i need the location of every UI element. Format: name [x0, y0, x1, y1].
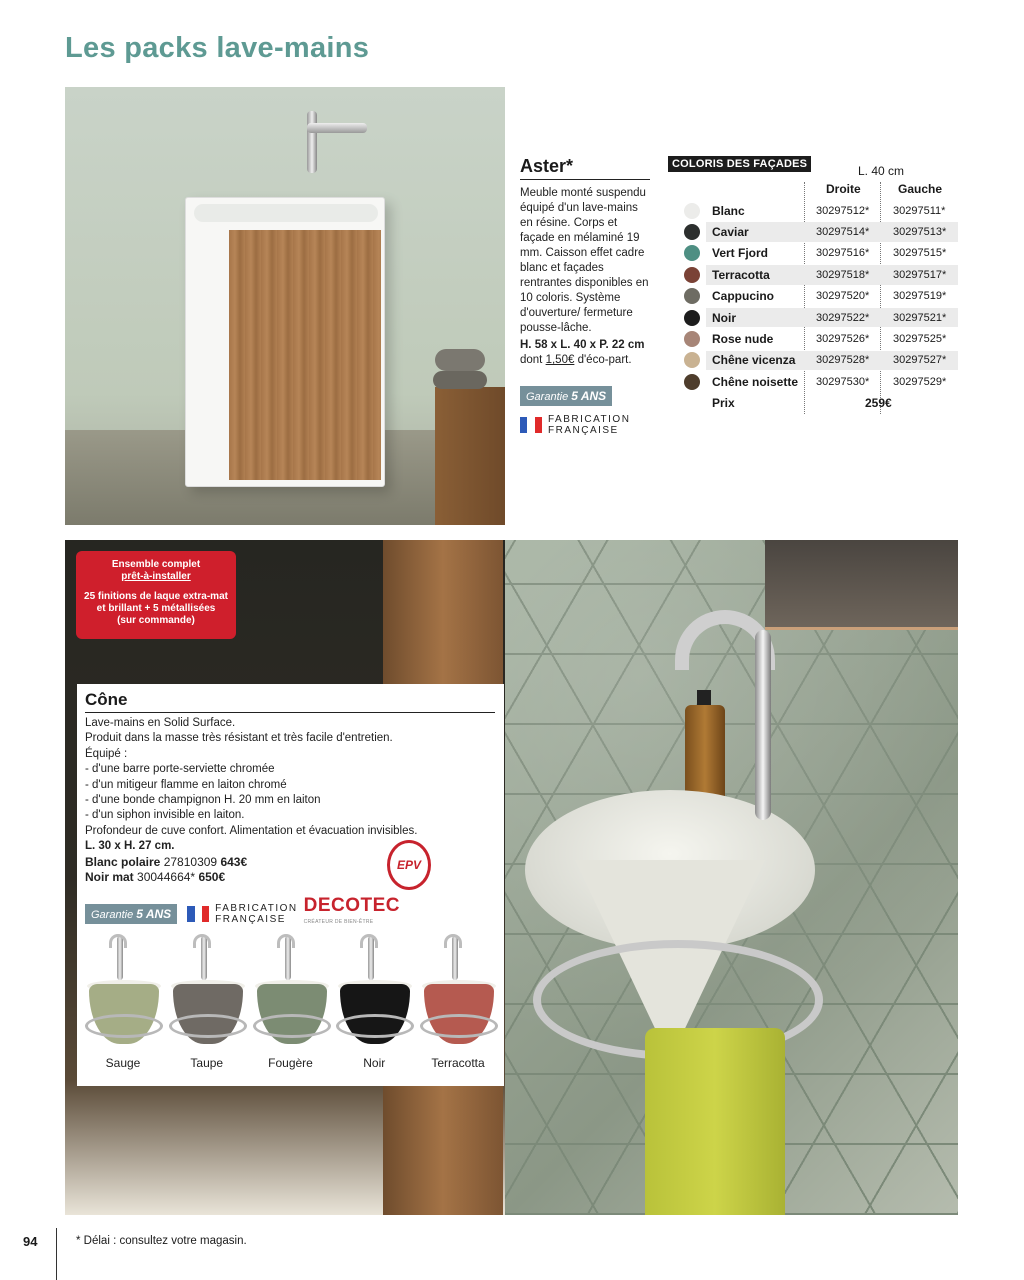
aster-cabinet: [185, 197, 385, 487]
page-number: 94: [23, 1234, 38, 1249]
description-line: - d'une bonde champignon H. 20 mm en laiton: [85, 794, 321, 807]
table-row: [668, 328, 958, 349]
table-row: [668, 371, 958, 392]
price-line: [85, 855, 495, 870]
price-label: Blanc polaire: [85, 854, 161, 869]
color-swatch: [684, 267, 700, 283]
coloris-rows: [668, 200, 958, 414]
row-name: Blanc: [712, 203, 745, 218]
color-swatch: [684, 245, 700, 261]
ref-droite: 30297514*: [816, 226, 870, 239]
aster-basin: [194, 204, 378, 222]
description-line: - d'un mitigeur flamme en laiton chromé: [85, 778, 287, 791]
cone-badges: [85, 895, 401, 930]
ref-gauche: 30297525*: [893, 333, 947, 346]
table-row: [668, 286, 958, 307]
cone-variants: [83, 932, 498, 1082]
table-row: [668, 264, 958, 285]
description-line: Profondeur de cuve confort. Alimentation et évacuation invisibles.: [85, 824, 418, 837]
ref-droite: 30297528*: [816, 354, 870, 367]
table-row: [668, 350, 958, 371]
color-swatch: [684, 374, 700, 390]
row-name: Caviar: [712, 225, 749, 240]
aster-product-photo: [65, 87, 505, 525]
eco-prefix: dont: [520, 354, 543, 366]
faucet-icon: [307, 111, 317, 173]
photo-mirror: [765, 540, 958, 630]
photo-wood-shelf: [435, 387, 505, 525]
brand-name: DECOTEC: [303, 895, 401, 916]
price-value: 259€: [865, 396, 892, 411]
aster-eco-part: [520, 353, 650, 368]
col-droite: Droite: [826, 182, 861, 196]
guarantee-prefix: Garantie: [526, 391, 569, 403]
ref-gauche: 30297527*: [893, 354, 947, 367]
ref-gauche: 30297521*: [893, 311, 947, 324]
variant-label: Noir: [363, 1056, 386, 1070]
page-title: Les packs lave-mains: [65, 32, 370, 64]
aster-description-block: [520, 156, 650, 368]
guarantee-prefix: Garantie: [91, 909, 134, 921]
brand-tagline: CRÉATEUR DE BIEN-ÊTRE: [303, 919, 374, 925]
fabrication-line2: FRANÇAISE: [215, 914, 286, 925]
badge-line: Ensemble complet: [111, 559, 201, 570]
footer-note: * Délai : consultez votre magasin.: [76, 1235, 247, 1247]
variant-label: Sauge: [105, 1056, 141, 1070]
ref-droite: 30297516*: [816, 247, 870, 260]
variant-item: [167, 932, 247, 1082]
aster-door: [229, 230, 381, 480]
ref-droite: 30297518*: [816, 268, 870, 281]
badge-line: (sur commande): [117, 615, 195, 626]
badge-line: prêt-à-installer: [121, 571, 191, 582]
faucet-spout: [307, 123, 367, 133]
guarantee-value: 5 ANS: [136, 907, 172, 921]
price-value: 643€: [220, 854, 248, 869]
variant-item: [334, 932, 414, 1082]
cone-promo-badge: [76, 551, 236, 639]
french-flag-icon: [520, 417, 542, 433]
variant-item: [251, 932, 331, 1082]
fabrication-francaise: [520, 414, 630, 436]
aster-badges: [520, 386, 630, 436]
faucet-stem: [755, 630, 771, 820]
cone-info-card: [77, 684, 504, 1086]
row-name: Cappucino: [712, 289, 774, 304]
variant-item: [418, 932, 498, 1082]
row-name: Noir: [712, 310, 736, 325]
ref-gauche: 30297511*: [893, 204, 946, 217]
ref-droite: 30297530*: [816, 375, 870, 388]
ref-droite: 30297512*: [816, 204, 870, 217]
color-swatch: [684, 352, 700, 368]
ref-gauche: 30297529*: [893, 375, 947, 388]
cone-title: Cône: [85, 690, 495, 713]
description-line: Équipé :: [85, 747, 128, 760]
variant-item: [83, 932, 163, 1082]
eco-amount: 1,50€: [545, 354, 575, 366]
guarantee-value: 5 ANS: [571, 389, 607, 403]
photo-towel: [435, 349, 485, 371]
cone-description: [85, 716, 495, 885]
description-line: Lave-mains en Solid Surface.: [85, 717, 236, 729]
ref-droite: 30297526*: [816, 333, 870, 346]
coloris-header: COLORIS DES FAÇADES: [668, 156, 811, 172]
variant-label: Taupe: [190, 1056, 224, 1070]
price-line: [85, 870, 495, 885]
photo-towel: [433, 371, 487, 389]
color-swatch: [684, 310, 700, 326]
fabrication-line1: FABRICATION: [548, 414, 631, 425]
ref-gauche: 30297519*: [893, 290, 947, 303]
decotec-logo: [303, 895, 401, 930]
photo-towel: [645, 1028, 785, 1215]
row-name: Vert Fjord: [712, 246, 769, 261]
fabrication-line2: FRANÇAISE: [548, 425, 619, 436]
fabrication-line1: FABRICATION: [215, 903, 298, 914]
aster-description: Meuble monté suspendu équipé d'un lave-mains en résine. Corps et façade en mélaminé 19 mm. Caisson effet cadre blanc et façades rentrantes disponibles en 10 coloris. Système d'ouverture/ fermeture pousse-lâche.: [520, 187, 649, 334]
price-label: Prix: [712, 396, 735, 411]
price-label: Noir mat: [85, 870, 134, 885]
row-name: Chêne noisette: [712, 374, 799, 389]
color-swatch: [684, 288, 700, 304]
description-line: - d'une barre porte-serviette chromée: [85, 763, 275, 776]
table-row: [668, 221, 958, 242]
price-ref: 30044664*: [137, 870, 196, 885]
ref-gauche: 30297513*: [893, 226, 947, 239]
epv-label-seal: EPV: [387, 840, 431, 890]
footer-divider: [56, 1228, 57, 1280]
eco-suffix: d'éco-part.: [577, 354, 632, 366]
ref-gauche: 30297517*: [893, 268, 947, 281]
ref-gauche: 30297515*: [893, 247, 947, 260]
french-flag-icon: [187, 906, 209, 922]
row-name: Chêne vicenza: [712, 353, 796, 368]
guarantee-badge: [520, 386, 612, 406]
description-line: - d'un siphon invisible en laiton.: [85, 809, 245, 822]
color-swatch: [684, 224, 700, 240]
variant-label: Fougère: [268, 1056, 313, 1070]
ref-droite: 30297522*: [816, 311, 870, 324]
badge-line: et brillant + 5 métallisées: [96, 603, 216, 614]
color-swatch: [684, 331, 700, 347]
size-label: L. 40 cm: [858, 164, 905, 178]
table-row: [668, 307, 958, 328]
badge-line: 25 finitions de laque extra-mat: [84, 591, 228, 602]
row-name: Rose nude: [712, 332, 774, 347]
row-name: Terracotta: [712, 267, 770, 282]
description-line: Produit dans la masse très résistant et très facile d'entretien.: [85, 732, 393, 745]
aster-dimensions: H. 58 x L. 40 x P. 22 cm: [520, 339, 645, 351]
table-row: [668, 200, 958, 221]
ref-droite: 30297520*: [816, 290, 870, 303]
price-value: 650€: [198, 870, 226, 885]
aster-title: Aster*: [520, 156, 650, 180]
table-row: [668, 243, 958, 264]
variant-label: Terracotta: [431, 1056, 485, 1070]
price-ref: 27810309: [163, 854, 218, 869]
color-swatch: [684, 203, 700, 219]
col-gauche: Gauche: [898, 182, 943, 196]
guarantee-badge: [85, 904, 177, 924]
price-row: [668, 393, 958, 414]
cone-dimensions: L. 30 x H. 27 cm.: [85, 840, 175, 853]
